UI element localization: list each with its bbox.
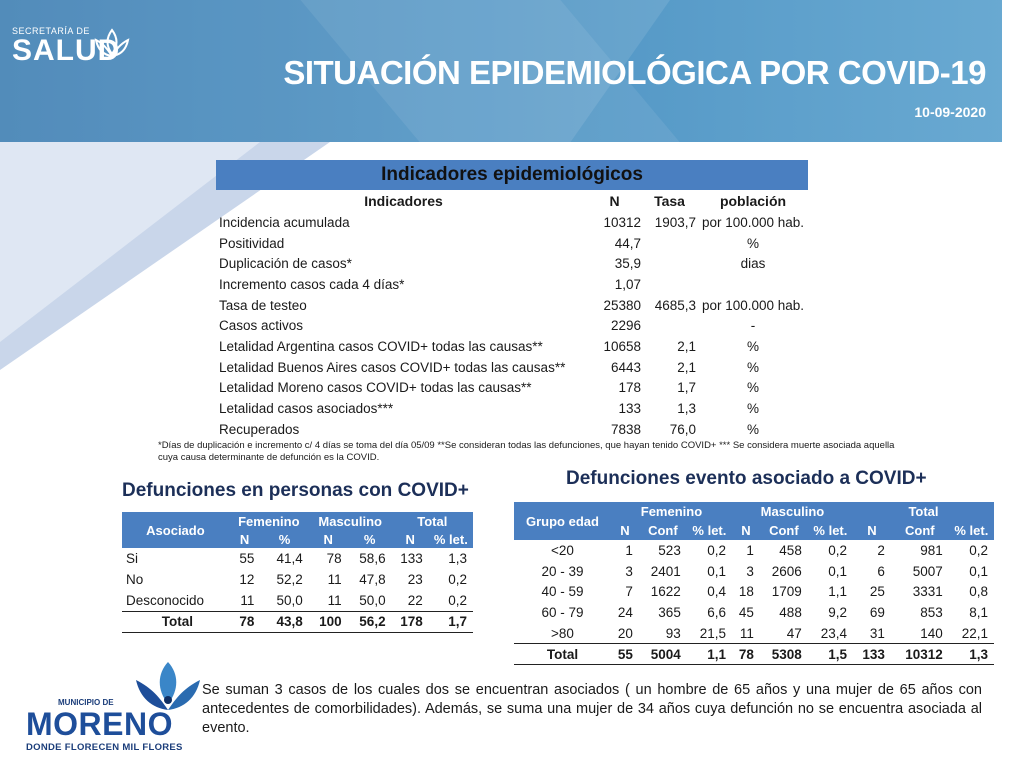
table-header-row — [514, 502, 994, 521]
cell-value: 0,2 — [448, 592, 467, 608]
cell-value: 3 — [746, 563, 754, 579]
cell-value: 3 — [625, 563, 633, 579]
deaths-covid-title: Defunciones en personas con COVID+ — [122, 480, 469, 501]
indicator-n: 35,9 — [614, 256, 641, 272]
cell-value: 69 — [869, 605, 885, 621]
indicator-n: 44,7 — [614, 235, 641, 251]
indicator-poblacion: % — [746, 401, 759, 417]
cell-value: 1,1 — [828, 584, 847, 600]
indicator-n: 178 — [618, 380, 641, 396]
cell-value: 22 — [407, 592, 423, 608]
table-row — [122, 590, 473, 611]
cell-value: 9,2 — [828, 605, 847, 621]
col-conf: Conf — [639, 521, 687, 540]
indicators-header-row — [216, 190, 808, 212]
col-total: Total — [853, 502, 994, 521]
cell-value: 78 — [732, 644, 760, 665]
logo-municipio: MUNICIPIO DE — [58, 698, 114, 707]
table-header-row — [122, 512, 473, 530]
cell-value: 0,2 — [969, 542, 988, 558]
table-row — [514, 623, 994, 644]
cell-value: 11 — [327, 592, 342, 608]
col-grupo-edad: Grupo edad — [514, 502, 611, 540]
cell-value: 6,6 — [707, 605, 726, 621]
indicator-n: 10658 — [603, 338, 641, 354]
cell-value: 24 — [617, 605, 633, 621]
cell-value: 23,4 — [820, 625, 847, 641]
total-row — [514, 644, 994, 665]
deaths-age-title: Defunciones evento asociado a COVID+ — [566, 468, 927, 489]
col-tasa: Tasa — [654, 193, 685, 209]
indicator-poblacion: dias — [740, 256, 766, 272]
cell-value: 18 — [738, 584, 754, 600]
cell-value: 11 — [739, 625, 754, 641]
indicator-poblacion: % — [746, 380, 759, 396]
indicator-n: 6443 — [610, 359, 641, 375]
cell-value: 58,6 — [359, 551, 386, 566]
col-n: N — [609, 193, 620, 209]
cell-value: 0,2 — [828, 542, 847, 558]
logo-secretaria: SECRETARÍA DE — [12, 26, 90, 36]
indicator-n: 10312 — [603, 214, 641, 230]
indicator-poblacion: % — [746, 338, 759, 354]
col-masculino: Masculino — [732, 502, 853, 521]
indicator-n: 133 — [618, 401, 641, 417]
cell-value: 488 — [779, 605, 802, 621]
col-masculino: Masculino — [309, 512, 392, 530]
table-row — [216, 336, 808, 357]
table-row — [216, 378, 808, 399]
cell-value: 140 — [920, 625, 943, 641]
total-row — [122, 611, 473, 632]
indicator-tasa — [643, 274, 698, 295]
indicator-poblacion: % — [746, 359, 759, 375]
cell-value: 3331 — [912, 584, 943, 600]
indicator-tasa — [643, 315, 698, 336]
indicators-footnote: *Días de duplicación e incremento c/ 4 días se toma del día 05/09 **Se consideran todas las defunciones, que hayan tenido COVID+ *** Se considera muerte asociada aquella cuya causa determinante de defunción es la COVID. — [158, 440, 895, 463]
cell-value: 1,3 — [448, 551, 467, 566]
cell-value: 2 — [877, 542, 885, 558]
indicator-label: Letalidad Moreno casos COVID+ todas las causas** — [219, 380, 532, 396]
indicator-poblacion: - — [750, 318, 756, 334]
cell-value: 50,0 — [359, 592, 386, 608]
indicator-tasa: 4685,3 — [654, 297, 696, 313]
indicator-label: Casos activos — [219, 318, 304, 334]
cell-value: 6 — [877, 563, 885, 579]
cell-value: 50,0 — [276, 592, 303, 608]
cell-value: 1 — [625, 542, 633, 558]
cell-value: 11 — [240, 592, 255, 608]
cell-value: 523 — [658, 542, 681, 558]
cell-value: 981 — [920, 542, 943, 558]
indicator-label: Letalidad Buenos Aires casos COVID+ todas las causas** — [219, 359, 566, 375]
indicator-tasa: 1,7 — [677, 380, 696, 396]
indicator-label: Incremento casos cada 4 días* — [219, 276, 405, 292]
table-row — [216, 274, 808, 295]
cell-value: 1,1 — [687, 644, 732, 665]
indicator-label: Letalidad casos asociados*** — [219, 401, 394, 417]
col-conf: Conf — [891, 521, 949, 540]
table-row — [216, 357, 808, 378]
cell-value: 56,2 — [348, 611, 392, 632]
cell-value: 22,1 — [961, 625, 988, 641]
col-n: N — [309, 530, 348, 548]
cell-value: 5007 — [912, 563, 943, 579]
logo-moreno: MORENO — [26, 706, 173, 742]
cell-value: 21,5 — [699, 625, 726, 641]
indicators-table — [216, 190, 808, 440]
row-label: 60 - 79 — [541, 605, 584, 621]
indicator-poblacion: % — [746, 235, 759, 251]
indicator-tasa: 76,0 — [669, 421, 696, 437]
cell-value: 25 — [869, 584, 885, 600]
col-conf: Conf — [760, 521, 808, 540]
row-label: Total — [122, 611, 229, 632]
col-pct-let: % let. — [687, 521, 732, 540]
indicator-poblacion: por 100.000 hab. — [701, 297, 805, 313]
indicator-tasa — [643, 253, 698, 274]
table-row — [216, 295, 808, 316]
col-pct-let: % let. — [429, 530, 473, 548]
cell-value: 1,3 — [949, 644, 994, 665]
cell-value: 0,2 — [448, 572, 467, 587]
indicator-n: 1,07 — [614, 276, 641, 292]
indicator-tasa — [643, 233, 698, 254]
indicator-poblacion: por 100.000 hab. — [701, 214, 805, 230]
indicators-panel — [216, 160, 808, 440]
cell-value: 93 — [665, 625, 681, 641]
logo-slogan: DONDE FLORECEN MIL FLORES — [26, 742, 183, 753]
cell-value: 0,1 — [828, 563, 847, 579]
cell-value: 12 — [239, 572, 255, 587]
row-label: Total — [514, 644, 611, 665]
table-row — [216, 212, 808, 233]
header-stripe — [1002, 0, 1024, 142]
row-label: <20 — [551, 542, 574, 558]
cell-value: 78 — [326, 551, 342, 566]
cell-value: 100 — [309, 611, 348, 632]
table-row — [514, 540, 994, 561]
cell-value: 23 — [407, 572, 423, 587]
page-title: SITUACIÓN EPIDEMIOLÓGICA POR COVID-19 — [283, 54, 986, 91]
cell-value: 10312 — [891, 644, 949, 665]
cell-value: 52,2 — [276, 572, 303, 587]
indicator-label: Positividad — [219, 235, 285, 251]
footer-note: Se suman 3 casos de los cuales dos se encuentran asociados ( un hombre de 65 años y una mujer de 65 años con antecedentes de comorbilidades). Además, se suma una mujer de 34 años cuya defunción no se encuentra asociada al evento. — [202, 682, 982, 736]
indicator-poblacion — [698, 274, 808, 295]
cell-value: 20 — [617, 625, 633, 641]
cell-value: 5308 — [760, 644, 808, 665]
table-row — [216, 398, 808, 419]
cell-value: 1622 — [650, 584, 681, 600]
col-femenino: Femenino — [611, 502, 732, 521]
indicator-tasa: 2,1 — [677, 338, 696, 354]
table-row — [216, 233, 808, 254]
cell-value: 1 — [746, 542, 754, 558]
cell-value: 133 — [853, 644, 891, 665]
deaths-covid-table — [122, 512, 473, 633]
col-n: N — [229, 530, 261, 548]
cell-value: 2606 — [771, 563, 802, 579]
cell-value: 178 — [392, 611, 429, 632]
table-row — [514, 582, 994, 603]
indicator-n: 7838 — [610, 421, 641, 437]
salud-logo — [12, 26, 120, 66]
row-label: Si — [126, 551, 139, 566]
indicator-poblacion: % — [746, 421, 759, 437]
cell-value: 45 — [738, 605, 754, 621]
col-pct: % — [260, 530, 308, 548]
col-n: N — [732, 521, 760, 540]
row-label: 40 - 59 — [541, 584, 584, 600]
indicator-tasa: 2,1 — [677, 359, 696, 375]
col-poblacion: población — [719, 193, 787, 209]
table-row — [514, 561, 994, 582]
logo-salud-text: SALUD — [12, 34, 121, 67]
col-pct-let: % let. — [949, 521, 994, 540]
cell-value: 55 — [611, 644, 639, 665]
cell-value: 78 — [229, 611, 261, 632]
indicator-label: Recuperados — [219, 421, 300, 437]
cell-value: 11 — [327, 572, 342, 587]
table-row — [122, 548, 473, 569]
cell-value: 7 — [625, 584, 633, 600]
indicator-n: 25380 — [603, 297, 641, 313]
col-asociado: Asociado — [122, 512, 229, 548]
header-banner — [0, 0, 1024, 142]
table-row — [216, 253, 808, 274]
cell-value: 0,1 — [707, 563, 726, 579]
cell-value: 0,1 — [969, 563, 988, 579]
cell-value: 31 — [869, 625, 885, 641]
col-total: Total — [392, 512, 473, 530]
indicators-title: Indicadores epidemiológicos — [216, 160, 808, 190]
cell-value: 1,7 — [429, 611, 473, 632]
indicator-tasa: 1,3 — [677, 401, 696, 417]
cell-value: 853 — [920, 605, 943, 621]
indicator-label: Tasa de testeo — [219, 297, 307, 313]
cell-value: 133 — [400, 551, 423, 566]
cell-value: 0,4 — [707, 584, 726, 600]
indicator-tasa: 1903,7 — [654, 214, 696, 230]
indicator-label: Incidencia acumulada — [219, 214, 350, 230]
col-femenino: Femenino — [229, 512, 309, 530]
indicator-label: Duplicación de casos* — [219, 256, 352, 272]
col-pct: % — [348, 530, 392, 548]
col-n: N — [392, 530, 429, 548]
col-n: N — [611, 521, 639, 540]
lotus-icon — [92, 26, 132, 62]
cell-value: 55 — [239, 551, 255, 566]
cell-value: 43,8 — [260, 611, 308, 632]
col-pct-let: % let. — [808, 521, 853, 540]
deaths-age-table — [514, 502, 994, 665]
table-row — [122, 569, 473, 590]
indicator-label: Letalidad Argentina casos COVID+ todas las causas** — [219, 338, 543, 354]
row-label: Desconocido — [126, 592, 205, 608]
table-row — [216, 419, 808, 440]
indicator-n: 2296 — [610, 318, 641, 334]
cell-value: 1709 — [771, 584, 802, 600]
table-row — [216, 315, 808, 336]
cell-value: 8,1 — [969, 605, 988, 621]
col-n: N — [853, 521, 891, 540]
cell-value: 5004 — [639, 644, 687, 665]
cell-value: 41,4 — [276, 551, 303, 566]
table-row — [514, 602, 994, 623]
cell-value: 365 — [658, 605, 681, 621]
row-label: 20 - 39 — [541, 563, 584, 579]
cell-value: 458 — [779, 542, 802, 558]
cell-value: 2401 — [650, 563, 681, 579]
col-indicadores: Indicadores — [364, 193, 443, 209]
moreno-logo — [22, 660, 192, 760]
report-date: 10-09-2020 — [914, 104, 986, 120]
row-label: No — [126, 572, 144, 587]
cell-value: 0,2 — [707, 542, 726, 558]
cell-value: 0,8 — [969, 584, 988, 600]
cell-value: 47,8 — [359, 572, 386, 587]
row-label: >80 — [551, 625, 574, 641]
cell-value: 47 — [786, 625, 802, 641]
cell-value: 1,5 — [808, 644, 853, 665]
